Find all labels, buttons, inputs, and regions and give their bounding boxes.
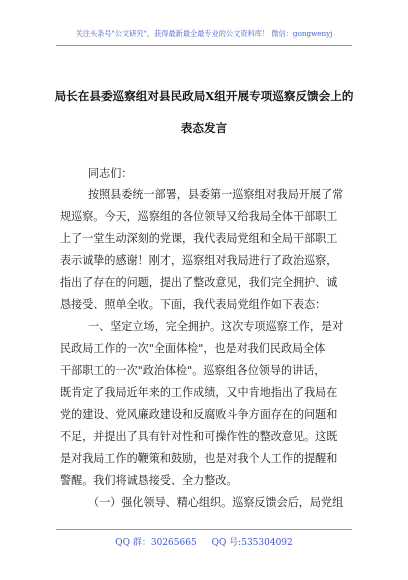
body-line: 民政局工作的一次"全面体检"，也是对我们民政局全体 bbox=[60, 342, 326, 355]
body-line: 干部职工的一次"政治体检"。巡察组各位领导的讲话， bbox=[60, 364, 326, 377]
body-line: 既肯定了我局近年来的工作成绩，又中肯地指出了我局在 bbox=[60, 386, 338, 399]
body-line: 一、坚定立场，完全拥护。这次专项巡察工作，是对 bbox=[88, 320, 344, 333]
body-line: 规巡察。今天，巡察组的各位领导又给我局全体干部职工 bbox=[60, 210, 338, 223]
footer-contact bbox=[0, 535, 408, 548]
salutation: 同志们： bbox=[88, 167, 133, 180]
body-line: 上了一堂生动深刻的党课，我代表局党组和全局干部职工 bbox=[60, 232, 338, 245]
body-line: 按照县委统一部署，县委第一巡察组对我局开展了常 bbox=[88, 188, 344, 201]
body-line: （一）强化领导、精心组织。巡察反馈会后，局党组 bbox=[88, 496, 344, 509]
body-line: 表示诚挚的感谢！刚才，巡察组对我局进行了政治巡察， bbox=[60, 254, 338, 267]
body-line: 指出了存在的问题，提出了整改意见，我们完全拥护、诚 bbox=[60, 276, 338, 289]
document-title-line-2: 表态发言 bbox=[180, 121, 228, 135]
body-line: 党的建设、党风廉政建设和反腐败斗争方面存在的问题和 bbox=[60, 408, 338, 421]
footer-divider bbox=[56, 529, 352, 530]
header-divider bbox=[56, 45, 352, 46]
footer-qq-group: QQ 群：30265665 bbox=[115, 538, 197, 548]
body-line: 恳接受、照单全收。下面，我代表局党组作如下表态： bbox=[60, 298, 327, 311]
header-banner: 关注头条号"公文研究"，获得最新最全最专业的公文资料库！ 微信：gongwenyj bbox=[75, 29, 333, 38]
footer-qq-number: QQ 号:535304092 bbox=[211, 538, 293, 548]
body-line: 不足，并提出了具有针对性和可操作性的整改意见。这既 bbox=[60, 430, 338, 443]
body-line: 是对我局工作的鞭策和鼓励，也是对我个人工作的提醒和 bbox=[60, 452, 338, 465]
document-title-line-1: 局长在县委巡察组对县民政局X组开展专项巡察反馈会上的 bbox=[54, 89, 354, 103]
body-line: 警醒。我们将诚恳接受、全力整改。 bbox=[60, 474, 238, 487]
